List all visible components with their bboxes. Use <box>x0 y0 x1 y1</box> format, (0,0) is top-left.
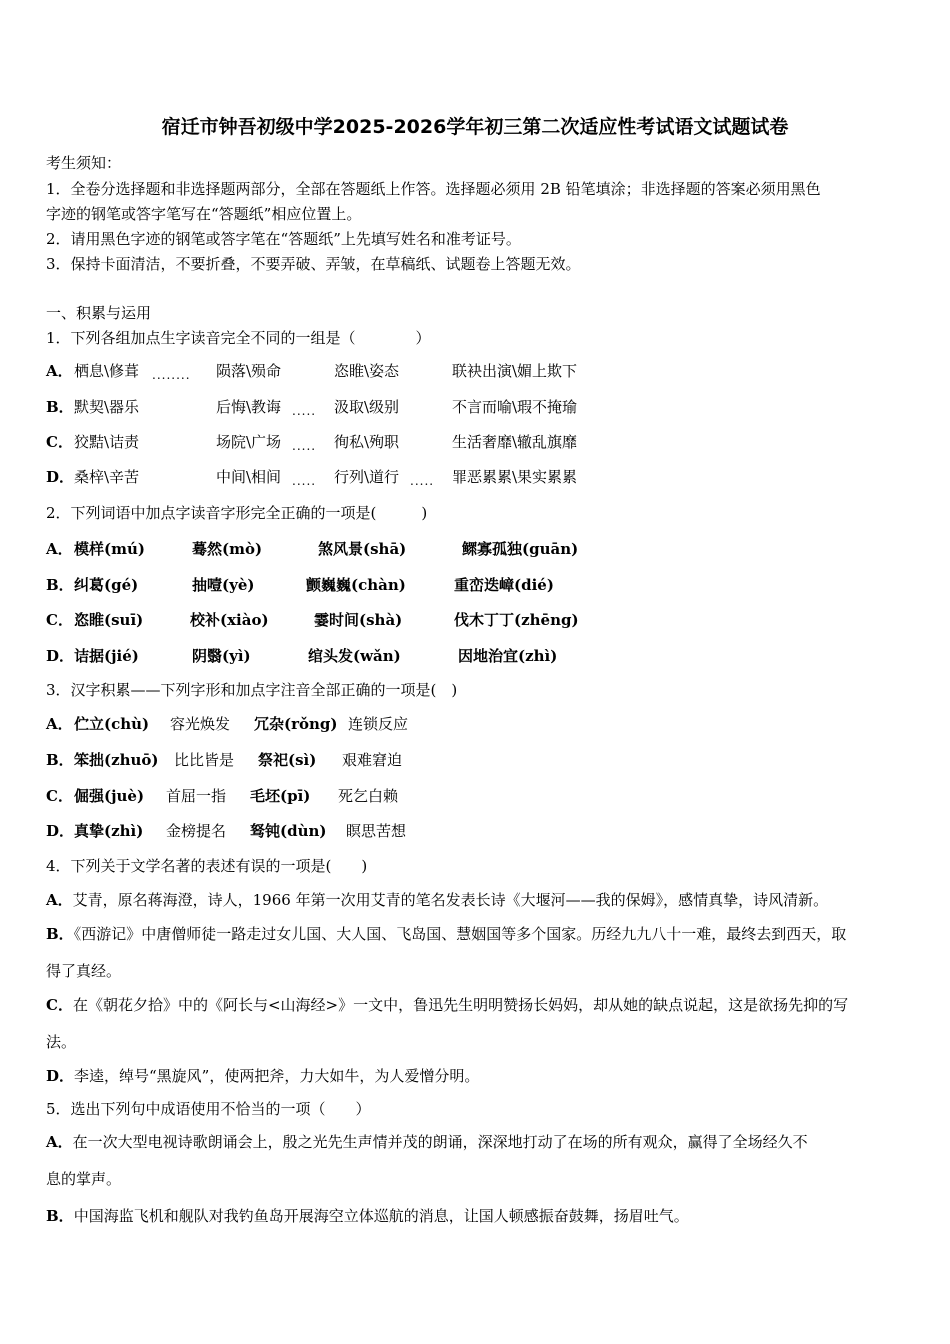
q4-option-b-line2: 得了真经。 <box>46 962 122 980</box>
notice-item-1b: 字迹的钢笔或答字笔写在“答题纸”相应位置上。 <box>46 205 362 223</box>
option-text: 艾青，原名蒋海澄，诗人，1966 年第一次用艾青的笔名发表长诗《大堰河——我的保姆》，感情真挚，诗风清新。 <box>72 891 829 909</box>
option-text: 中国海监飞机和舰队对我钓鱼岛开展海空立体巡航的消息，让国人顿感振奋鼓舞，扬眉吐气。 <box>73 1207 689 1225</box>
option-letter: C． <box>46 996 73 1014</box>
q4-option-b-line1 <box>46 923 846 944</box>
q2-stem: 2．下列词语中加点字读音字形完全正确的一项是( ) <box>46 504 428 522</box>
q2-d-word-3: 绾头发(wǎn) <box>308 647 401 665</box>
q3-b-word-3: 祭祀(sì) <box>258 751 317 769</box>
q2-option-d-label: D． <box>46 647 75 665</box>
q2-d-word-1: 诘据(jié) <box>74 647 139 665</box>
q2-c-word-2: 校补(xiào) <box>190 611 269 629</box>
q1-d-word-3: 行列\道行 <box>334 468 400 486</box>
option-text: 《西游记》中唐僧师徒一路走过女儿国、大人国、飞岛国、慧姻国等多个国家。历经九九八十一难，最终去到西天，取 <box>73 925 847 943</box>
option-text: 李逵，绰号“黑旋风”，使两把斧，力大如牛，为人爱憎分明。 <box>74 1067 480 1085</box>
q1-d-word-1: 桑梓\辛苦 <box>74 468 140 486</box>
q2-a-word-3: 煞风景(shā) <box>318 540 407 558</box>
q3-a-word-4: 连锁反应 <box>348 715 409 733</box>
q3-d-word-4: 瞑思苦想 <box>346 822 407 840</box>
q1-stem: 1．下列各组加点生字读音完全不同的一组是（ ） <box>46 329 431 347</box>
q3-d-word-2: 金榜提名 <box>166 822 227 840</box>
q3-option-c-label: C． <box>46 787 73 805</box>
q3-option-b-label: B． <box>46 751 74 769</box>
q1-b-word-3: 汲取\级别 <box>334 398 400 416</box>
q3-b-word-2: 比比皆是 <box>174 751 235 769</box>
q2-b-word-2: 抽噎(yè) <box>192 576 255 594</box>
q3-option-a-label: A． <box>46 715 73 733</box>
q1-b-word-4: 不言而喻\瑕不掩瑜 <box>452 398 578 416</box>
notice-item-1a: 1．全卷分选择题和非选择题两部分，全部在答题纸上作答。选择题必须用 2B 铅笔填涂；非选择题的答案必须用黑色 <box>46 180 821 198</box>
q2-c-word-4: 伐木丁丁(zhēng) <box>454 611 579 629</box>
notice-item-3: 3．保持卡面清洁，不要折叠，不要弄破、弄皱，在草稿纸、试题卷上答题无效。 <box>46 255 581 273</box>
q1-c-word-3: 徇私\殉职 <box>334 433 400 451</box>
q1-c-word-4: 生活奢靡\辙乱旗靡 <box>452 433 578 451</box>
q1-option-d-label: D． <box>46 468 75 486</box>
q3-a-word-1: 伫立(chù) <box>74 715 150 733</box>
q2-b-word-3: 颤巍巍(chàn) <box>306 576 406 594</box>
q2-c-word-3: 霎时间(shà) <box>314 611 403 629</box>
q4-option-c-line2: 法。 <box>46 1033 77 1051</box>
q3-c-word-4: 死乞白赖 <box>338 787 399 805</box>
q1-d-word-2: 中间\相间 <box>216 468 282 486</box>
section-heading: 一、积累与运用 <box>46 304 152 322</box>
q1-b-word-2: 后悔\教诲 <box>216 398 282 416</box>
q5-stem: 5．选出下列句中成语使用不恰当的一项（ ） <box>46 1100 371 1118</box>
option-letter: D． <box>46 1067 75 1085</box>
q3-c-word-1: 倔强(juè) <box>74 787 145 805</box>
q2-option-b-label: B． <box>46 576 74 594</box>
q3-a-word-2: 容光焕发 <box>170 715 231 733</box>
notice-heading: 考生须知： <box>46 154 122 172</box>
option-letter: A． <box>46 891 73 909</box>
q3-c-word-3: 毛坯(pī) <box>250 787 311 805</box>
option-text: 在一次大型电视诗歌朗诵会上，殷之光先生声情并茂的朗诵，深深地打动了在场的所有观众，赢得了全场经久不 <box>72 1133 808 1151</box>
q3-c-word-2: 首屈一指 <box>166 787 227 805</box>
q1-c-emphasis-dots: ..... <box>292 439 317 453</box>
page-title: 宿迁市钟吾初级中学2025-2026学年初三第二次适应性考试语文试题试卷 <box>161 116 789 138</box>
q4-option-d <box>46 1065 479 1086</box>
option-letter: A． <box>46 1133 73 1151</box>
q2-c-word-1: 恣睢(suī) <box>74 611 144 629</box>
q1-a-word-1: 栖息\修葺 <box>74 362 140 380</box>
q1-option-c-label: C． <box>46 433 73 451</box>
q1-a-word-2: 陨落\殒命 <box>216 362 282 380</box>
option-letter: B． <box>46 1207 74 1225</box>
q3-a-word-3: 冗杂(rǒng) <box>254 715 338 733</box>
q2-d-word-4: 因地治宜(zhì) <box>458 647 558 665</box>
q4-option-c-line1 <box>46 994 848 1015</box>
q1-a-word-3: 恣睢\姿态 <box>334 362 400 380</box>
option-text: 在《朝花夕拾》中的《阿长与<山海经>》一文中，鲁迅先生明明赞扬长妈妈，却从她的缺点说起，这是欲扬先抑的写 <box>72 996 849 1014</box>
q2-b-word-1: 纠葛(gé) <box>74 576 139 594</box>
q2-d-word-2: 阴翳(yì) <box>192 647 251 665</box>
q3-b-word-1: 笨拙(zhuō) <box>74 751 159 769</box>
q3-d-word-1: 真挚(zhì) <box>74 822 144 840</box>
q1-d-word-4: 罪恶累累\果实累累 <box>452 468 578 486</box>
q2-b-word-4: 重峦迭嶂(dié) <box>454 576 554 594</box>
q4-option-a <box>46 889 828 910</box>
q3-stem: 3．汉字积累——下列字形和加点字注音全部正确的一项是( ) <box>46 681 458 699</box>
q1-option-a-label: A． <box>46 362 73 380</box>
q1-c-word-1: 狡黠\诘责 <box>74 433 140 451</box>
q4-stem: 4．下列关于文学名著的表述有误的一项是( ) <box>46 857 368 875</box>
q2-a-word-4: 鳏寡孤独(guān) <box>462 540 579 558</box>
q5-option-b <box>46 1205 689 1226</box>
q5-option-a-line2: 息的掌声。 <box>46 1170 122 1188</box>
q1-c-word-2: 场院\广场 <box>216 433 282 451</box>
q3-b-word-4: 艰难窘迫 <box>342 751 403 769</box>
q1-a-word-4: 联袂出演\媚上欺下 <box>452 362 578 380</box>
notice-item-2: 2．请用黑色字迹的钢笔或答字笔在“答题纸”上先填写姓名和准考证号。 <box>46 230 521 248</box>
q3-option-d-label: D． <box>46 822 75 840</box>
q2-a-word-1: 模样(mú) <box>74 540 145 558</box>
option-letter: B． <box>46 925 74 943</box>
q2-option-a-label: A． <box>46 540 73 558</box>
q5-option-a-line1 <box>46 1131 808 1152</box>
q1-option-b-label: B． <box>46 398 74 416</box>
q2-option-c-label: C． <box>46 611 73 629</box>
q3-d-word-3: 驽钝(dùn) <box>250 822 327 840</box>
q1-b-word-1: 默契\器乐 <box>74 398 140 416</box>
q2-a-word-2: 蓦然(mò) <box>192 540 263 558</box>
q1-d-emphasis-dots-2: ..... <box>410 474 435 488</box>
q1-b-emphasis-dots: ..... <box>292 404 317 418</box>
q1-d-emphasis-dots-1: ..... <box>292 474 317 488</box>
q1-a-emphasis-dots: ........ <box>152 368 191 382</box>
